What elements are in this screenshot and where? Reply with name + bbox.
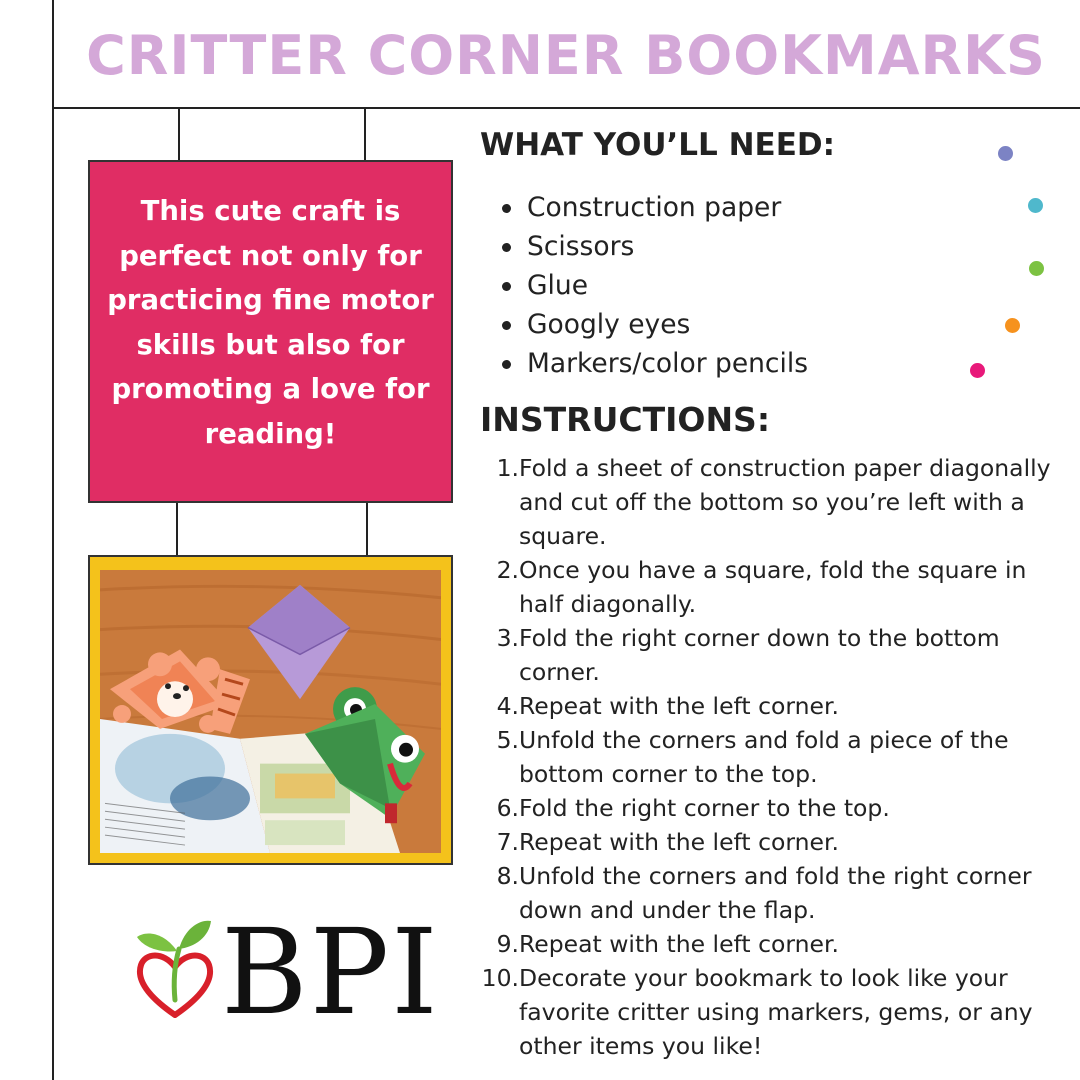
- list-item: [478, 825, 1058, 859]
- step-number: 2.: [496, 556, 519, 584]
- list-item: Markers/color pencils: [500, 344, 808, 383]
- step-number: 6.: [496, 794, 519, 822]
- hanger-line: [178, 109, 180, 160]
- photo-frame: [88, 555, 453, 865]
- list-item: Glue: [500, 266, 808, 305]
- decor-dot: [1005, 318, 1020, 333]
- hanger-line: [366, 503, 368, 555]
- supplies-list: [500, 188, 808, 383]
- list-item: [478, 791, 1058, 825]
- step-number: 10.: [481, 964, 519, 992]
- list-item: [478, 961, 1058, 1063]
- decor-dot: [1029, 261, 1044, 276]
- step-text: Repeat with the left corner.: [519, 692, 839, 720]
- list-item: [478, 451, 1058, 553]
- needs-heading: WHAT YOU’LL NEED:: [480, 127, 836, 163]
- step-text: Once you have a square, fold the square in half diagonally.: [519, 556, 1027, 618]
- logo-text: BPI: [221, 903, 440, 1041]
- step-number: 1.: [496, 454, 519, 482]
- instructions-heading: INSTRUCTIONS:: [480, 400, 771, 439]
- list-item: [478, 859, 1058, 927]
- left-rule: [52, 0, 54, 1080]
- hanger-line: [364, 109, 366, 160]
- decor-dot: [998, 146, 1013, 161]
- list-item: [478, 621, 1058, 689]
- step-number: 9.: [496, 930, 519, 958]
- decor-dot: [1028, 198, 1043, 213]
- step-text: Unfold the corners and fold the right corner down and under the flap.: [519, 862, 1032, 924]
- step-text: Fold the right corner to the top.: [519, 794, 890, 822]
- hanger-line: [176, 503, 178, 555]
- step-number: 3.: [496, 624, 519, 652]
- callout-box: [88, 160, 453, 503]
- step-text: Fold a sheet of construction paper diagonally and cut off the bottom so you’re left with a square.: [519, 454, 1051, 550]
- list-item: Construction paper: [500, 188, 808, 227]
- step-number: 7.: [496, 828, 519, 856]
- step-number: 4.: [496, 692, 519, 720]
- callout-text: This cute craft is perfect not only for practicing fine motor skills but also for promoting a love for reading!: [107, 195, 434, 450]
- heart-sprout-icon: [133, 915, 217, 1025]
- instructions-list: [478, 451, 1058, 1063]
- step-number: 8.: [496, 862, 519, 890]
- list-item: [478, 723, 1058, 791]
- step-number: 5.: [496, 726, 519, 754]
- decor-dot: [970, 363, 985, 378]
- list-item: Googly eyes: [500, 305, 808, 344]
- list-item: [478, 927, 1058, 961]
- step-text: Repeat with the left corner.: [519, 930, 839, 958]
- step-text: Fold the right corner down to the bottom corner.: [519, 624, 1000, 686]
- list-item: [478, 689, 1058, 723]
- list-item: Scissors: [500, 227, 808, 266]
- bpi-logo: [133, 903, 440, 1041]
- bookmark-craft-photo: [100, 570, 441, 853]
- step-text: Repeat with the left corner.: [519, 828, 839, 856]
- page-title: CRITTER CORNER BOOKMARKS: [86, 24, 1046, 87]
- header-rule: [52, 107, 1080, 109]
- step-text: Unfold the corners and fold a piece of the bottom corner to the top.: [519, 726, 1009, 788]
- step-text: Decorate your bookmark to look like your favorite critter using markers, gems, or any other items you like!: [519, 964, 1033, 1060]
- list-item: [478, 553, 1058, 621]
